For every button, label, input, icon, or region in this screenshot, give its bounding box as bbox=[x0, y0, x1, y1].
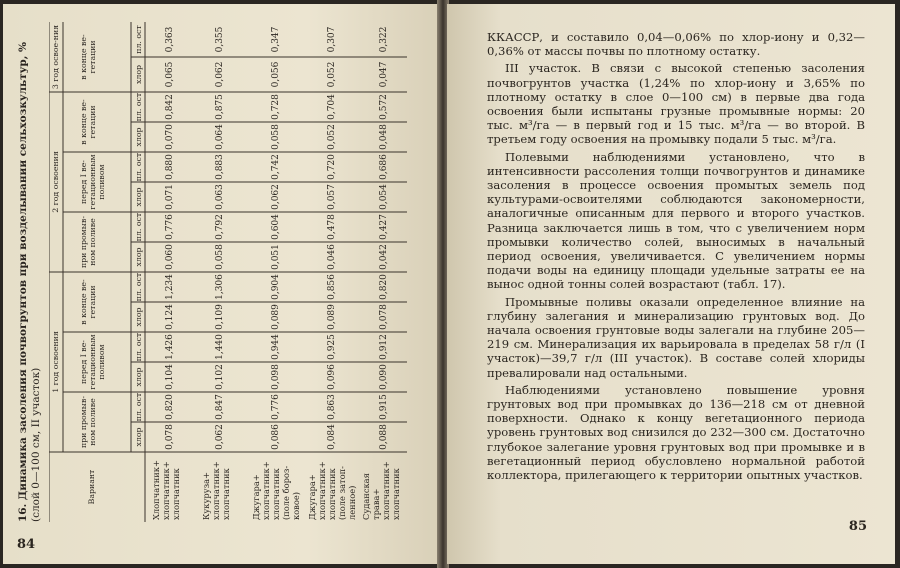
row-variant: Суданская трава+ хлопчатник+ хлопчатник bbox=[361, 461, 401, 520]
row-value: 0,060 bbox=[165, 244, 175, 270]
table-subtitle: (слой 0—100 см, II участок) bbox=[30, 367, 42, 522]
row-value: 0,062 bbox=[271, 184, 281, 210]
row-value: 0,776 bbox=[165, 214, 175, 240]
measure-header-11: хлор bbox=[134, 127, 143, 147]
row-value: 0,604 bbox=[271, 214, 281, 240]
measure-header-10: пл. ост bbox=[134, 152, 143, 182]
paragraph: Полевыми наблюдениями установлено, что в интенсивности рассоления толщи почвогрунтов и динамике засоления в процессе освоения промытых земель под культурами-освоителями соблюдаются закономерности, аналогичные описанным для первого и второго участков. Разница заключается лишь в том, что с увеличением норм промывки количество солей, выносимых в начальный период освоения, увеличивается. С увеличением нормы подачи воды на единицу площади удельные затраты ее на вынос одной тонны солей возрастают (табл. 17). bbox=[487, 149, 865, 292]
measure-header-12: пл. ост bbox=[134, 92, 143, 122]
row-value: 0,944 bbox=[271, 334, 281, 360]
table-grid bbox=[49, 22, 407, 522]
row-value: 0,052 bbox=[327, 124, 337, 150]
row-value: 0,842 bbox=[165, 94, 175, 120]
row-variant: Кукуруза+ хлопчатник+ хлопчатник bbox=[201, 461, 231, 520]
measure-header-2: пл. ост bbox=[134, 392, 143, 422]
row-value: 1,234 bbox=[165, 274, 175, 300]
paragraph: Промывные поливы оказали определенное влияние на глубину залегания и минерализацию грунтовых вод. До начала освоения грунтовые воды залегали на глубине 205—219 см. Минерализация их варьировала в пределах 58 г/л (I участок)—39,7 г/л (III участок). В составе солей хлориды превалировали над остальными. bbox=[487, 294, 865, 380]
row-value: 0,915 bbox=[379, 394, 389, 420]
row-value: 0,052 bbox=[327, 61, 337, 88]
table-title-text: 16. Динамика засоления почвогрунтов при возделывании сельхозкультур, % bbox=[17, 41, 29, 522]
row-value: 0,096 bbox=[327, 364, 337, 390]
row-value: 0,776 bbox=[271, 394, 281, 420]
row-value: 0,847 bbox=[215, 394, 225, 420]
measure-header-4: пл. ост bbox=[134, 332, 143, 362]
measure-header-3: хлор bbox=[134, 367, 143, 387]
year-header-3: 3 год освое-ния bbox=[51, 24, 60, 90]
row-value: 0,048 bbox=[379, 124, 389, 150]
measure-header-13: хлор bbox=[134, 64, 143, 85]
measure-header-8: пл. ост bbox=[134, 212, 143, 242]
row-value: 0,124 bbox=[165, 304, 175, 330]
row-value: 0,064 bbox=[215, 124, 225, 150]
row-variant: Джугара+ хлопчатник+ хлопчатник (поле бороз-ковое) bbox=[251, 461, 301, 520]
row-value: 0,047 bbox=[379, 61, 389, 88]
row-value: 1,440 bbox=[215, 334, 225, 360]
row-variant: Джугара+ хлопчатник+ хлопчатник (поле затоп-ленное) bbox=[307, 461, 357, 520]
row-value: 0,104 bbox=[165, 364, 175, 390]
row-value: 0,070 bbox=[165, 124, 175, 150]
row-value: 0,883 bbox=[215, 154, 225, 180]
table-lines bbox=[49, 22, 407, 522]
row-value: 0,089 bbox=[327, 304, 337, 330]
row-value: 0,728 bbox=[271, 94, 281, 120]
row-value: 0,054 bbox=[379, 184, 389, 210]
row-value: 0,058 bbox=[215, 244, 225, 270]
measure-header-9: хлор bbox=[134, 187, 143, 207]
row-value: 0,686 bbox=[379, 154, 389, 180]
row-value: 0,062 bbox=[215, 61, 225, 88]
row-value: 0,856 bbox=[327, 274, 337, 300]
row-value: 1,306 bbox=[215, 274, 225, 300]
row-value: 0,086 bbox=[271, 424, 281, 450]
row-variant: Хлопчатник+ хлопчатник+ хлопчатник bbox=[151, 460, 181, 520]
row-value: 0,078 bbox=[165, 424, 175, 450]
period-header-2: перед I ве-гетационным поливом bbox=[79, 334, 106, 390]
row-value: 0,880 bbox=[165, 154, 175, 180]
variant-header: Вариант bbox=[87, 469, 96, 505]
measure-header-5: хлор bbox=[134, 307, 143, 327]
row-value: 0,742 bbox=[271, 154, 281, 180]
right-page bbox=[447, 4, 895, 564]
paragraph: Наблюдениями установлено повышение уровня грунтовых вод при промывках до 136—218 см от дневной поверхности. Однако к концу вегетационного периода уровень грунтовых вод снизился до 232—300 см. Достаточно глубокое залегание уровня грунтовых вод при промывке и в вегетационный период обусловлено нормальной работой коллектора, прилегающего к территории опытных участков. bbox=[487, 382, 865, 483]
row-value: 0,427 bbox=[379, 214, 389, 240]
row-value: 0,347 bbox=[271, 26, 281, 53]
row-value: 0,363 bbox=[165, 26, 175, 53]
row-value: 0,102 bbox=[215, 364, 225, 390]
period-header-4: при промыв-ном поливе bbox=[79, 215, 97, 269]
row-value: 0,792 bbox=[215, 214, 225, 240]
row-value: 0,875 bbox=[215, 94, 225, 120]
measure-header-6: пл. ост bbox=[134, 272, 143, 302]
row-value: 0,046 bbox=[327, 244, 337, 270]
row-value: 0,062 bbox=[215, 424, 225, 450]
paragraph: III участок. В связи с высокой степенью засоления почвогрунтов участка (1,24% по хлор-иону и 3,65% по плотному остатку в слое 0—100 см) в первые два года освоения были испытаны грузные промывные нормы: 20 тыс. м³/га — в первый год и 15 тыс. м³/га — во второй. В третьем году освоения на промывку подали 5 тыс. м³/га. bbox=[487, 61, 865, 147]
measure-header-14: пл. ост bbox=[134, 25, 143, 54]
row-value: 0,820 bbox=[379, 274, 389, 300]
row-value: 0,572 bbox=[379, 94, 389, 120]
row-value: 0,720 bbox=[327, 154, 337, 180]
row-value: 0,704 bbox=[327, 94, 337, 120]
period-header-6: в конце ве-гетации bbox=[79, 99, 97, 145]
row-value: 0,042 bbox=[379, 244, 389, 270]
period-header-3: в конце ве-гетации bbox=[79, 279, 97, 325]
table-title bbox=[17, 22, 43, 522]
row-value: 0,090 bbox=[379, 364, 389, 390]
row-value: 0,925 bbox=[327, 334, 337, 360]
row-value: 0,863 bbox=[327, 394, 337, 420]
period-header-7: в конце ве-гетации bbox=[79, 34, 97, 80]
left-page bbox=[3, 4, 439, 564]
row-value: 0,088 bbox=[379, 424, 389, 450]
row-value: 0,478 bbox=[327, 214, 337, 240]
row-value: 0,109 bbox=[215, 304, 225, 330]
right-page-text bbox=[487, 30, 865, 482]
row-value: 0,057 bbox=[327, 184, 337, 210]
row-value: 0,820 bbox=[165, 394, 175, 420]
row-value: 0,071 bbox=[165, 184, 175, 210]
left-page-number: 84 bbox=[17, 537, 36, 552]
row-value: 0,058 bbox=[271, 124, 281, 150]
rotated-table-block bbox=[17, 22, 407, 522]
row-value: 0,355 bbox=[215, 26, 225, 53]
row-value: 0,063 bbox=[215, 184, 225, 210]
period-header-1: при промыв-ном поливе bbox=[79, 395, 97, 449]
row-value: 0,904 bbox=[271, 274, 281, 300]
row-value: 0,322 bbox=[379, 26, 389, 53]
row-value: 1,426 bbox=[165, 334, 175, 360]
year-header-1: 1 год освоения bbox=[51, 331, 60, 393]
row-value: 0,084 bbox=[327, 424, 337, 450]
row-value: 0,089 bbox=[271, 304, 281, 330]
row-value: 0,051 bbox=[271, 244, 281, 270]
row-value: 0,307 bbox=[327, 26, 337, 53]
row-value: 0,912 bbox=[379, 334, 389, 360]
right-page-number: 85 bbox=[848, 519, 867, 534]
row-value: 0,065 bbox=[165, 61, 175, 88]
period-header-5: перед I ве-гетационным поливом bbox=[79, 154, 106, 210]
row-value: 0,056 bbox=[271, 61, 281, 88]
paragraph: ККАССР, и составило 0,04—0,06% по хлор-иону и 0,32—0,36% от массы почвы по плотному остатку. bbox=[487, 30, 865, 59]
row-value: 0,078 bbox=[379, 304, 389, 330]
year-header-2: 2 год освоения bbox=[51, 151, 60, 213]
measure-header-1: хлор bbox=[134, 427, 143, 447]
row-value: 0,098 bbox=[271, 364, 281, 390]
measure-header-7: хлор bbox=[134, 247, 143, 267]
